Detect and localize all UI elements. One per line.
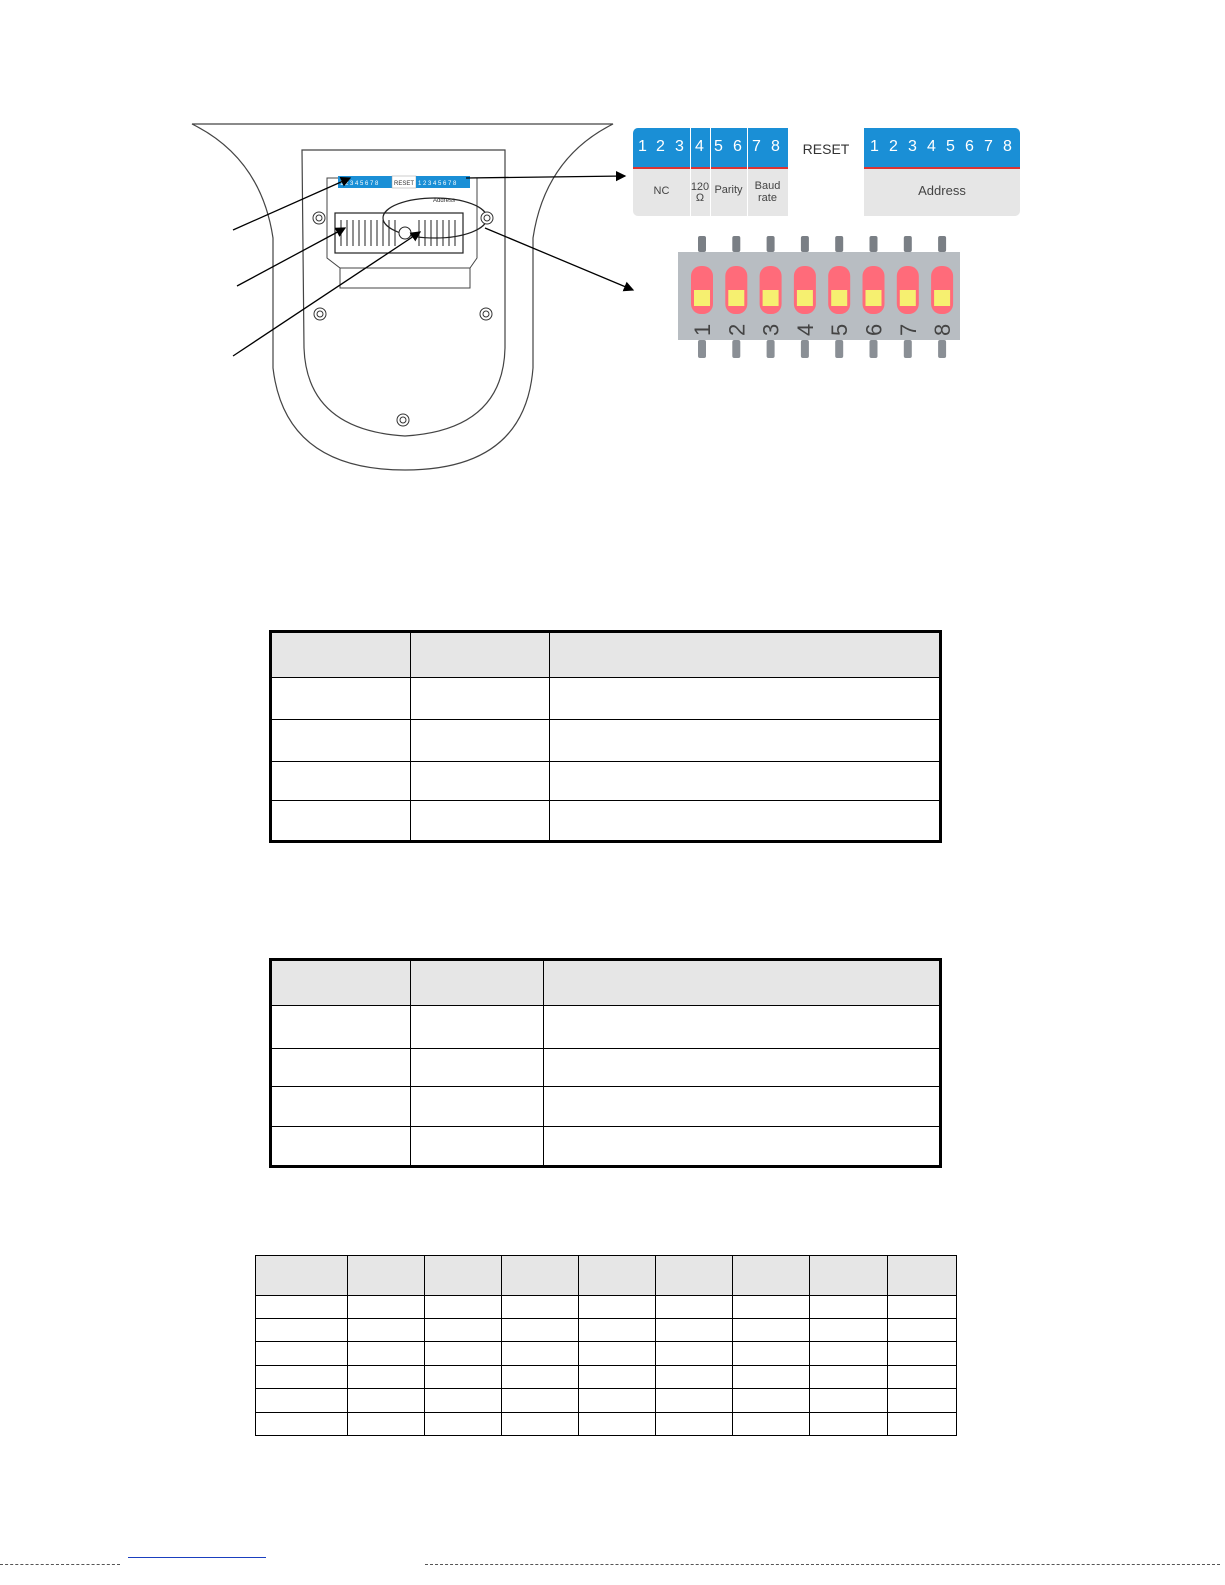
footer-rule bbox=[425, 1564, 1220, 1565]
table-row bbox=[271, 720, 941, 762]
table-row bbox=[271, 762, 941, 801]
table-row bbox=[256, 1342, 957, 1366]
small-address-label: Address bbox=[433, 198, 456, 204]
dip-pin-bottom bbox=[767, 340, 775, 358]
table-3-header-row bbox=[256, 1256, 957, 1296]
dip-knob-1 bbox=[694, 290, 710, 306]
switch-a-5: 5 bbox=[714, 138, 723, 155]
switch-a-3: 3 bbox=[675, 138, 684, 155]
dip-switch bbox=[678, 236, 960, 360]
address-8: 8 bbox=[1003, 138, 1012, 155]
switch-a-6: 6 bbox=[733, 138, 742, 155]
table-row bbox=[271, 801, 941, 842]
nc-label: NC bbox=[653, 185, 670, 197]
baud-label-top: Baud bbox=[754, 180, 781, 192]
dip-number-3: 3 bbox=[758, 323, 784, 336]
dip-pin-bottom bbox=[801, 340, 809, 358]
dip-pin-top bbox=[767, 236, 775, 252]
dip-switch-graphic bbox=[678, 236, 960, 360]
dip-pin-top bbox=[938, 236, 946, 252]
dip-pin-top bbox=[801, 236, 809, 252]
dip-number-6: 6 bbox=[861, 323, 887, 336]
ohm-label-bottom: Ω bbox=[695, 192, 705, 204]
switch-a-1: 1 bbox=[638, 138, 647, 155]
table-row bbox=[271, 1087, 941, 1127]
dip-knob-5 bbox=[831, 290, 847, 306]
dip-pin-top bbox=[904, 236, 912, 252]
address-6: 6 bbox=[965, 138, 974, 155]
address-7: 7 bbox=[984, 138, 993, 155]
dip-pin-bottom bbox=[732, 340, 740, 358]
dip-knob-3 bbox=[763, 290, 779, 306]
small-switch-digits-b: 1 2 3 4 5 6 7 8 bbox=[418, 181, 457, 187]
dip-pin-top bbox=[835, 236, 843, 252]
baud-label-bottom: rate bbox=[758, 192, 777, 204]
dip-pin-top bbox=[732, 236, 740, 252]
address-3: 3 bbox=[908, 138, 917, 155]
switch-a-8: 8 bbox=[771, 138, 780, 155]
dip-number-2: 2 bbox=[724, 323, 750, 336]
small-reset-label: RESET bbox=[394, 181, 415, 187]
switch-a-2: 2 bbox=[656, 138, 665, 155]
address-label: Address bbox=[918, 183, 966, 198]
dip-pin-bottom bbox=[938, 340, 946, 358]
switch-a-4: 4 bbox=[695, 138, 704, 155]
table-row bbox=[256, 1389, 957, 1413]
switch-a-7: 7 bbox=[752, 138, 761, 155]
dip-number-4: 4 bbox=[792, 323, 818, 336]
dip-pin-bottom bbox=[698, 340, 706, 358]
switch-label-panel bbox=[633, 128, 1020, 216]
table-1 bbox=[269, 630, 942, 843]
footer-rule-left bbox=[0, 1564, 120, 1565]
dip-number-5: 5 bbox=[827, 323, 853, 336]
dip-knob-8 bbox=[934, 290, 950, 306]
address-4: 4 bbox=[927, 138, 936, 155]
dip-number-8: 8 bbox=[930, 323, 956, 336]
dip-pin-bottom bbox=[835, 340, 843, 358]
dip-knob-2 bbox=[728, 290, 744, 306]
dip-knob-4 bbox=[797, 290, 813, 306]
reset-label: RESET bbox=[802, 141, 850, 157]
dip-pin-top bbox=[870, 236, 878, 252]
table-row bbox=[271, 1127, 941, 1167]
address-header bbox=[864, 128, 1020, 169]
table-row bbox=[271, 1049, 941, 1087]
table-row bbox=[271, 678, 941, 720]
dip-pin-top bbox=[698, 236, 706, 252]
dip-knob-6 bbox=[866, 290, 882, 306]
dip-pin-bottom bbox=[870, 340, 878, 358]
table-2-header-row bbox=[271, 960, 941, 1006]
footer-link-underline bbox=[128, 1557, 266, 1558]
table-row bbox=[256, 1319, 957, 1342]
table-2 bbox=[269, 958, 942, 1168]
dip-pin-bottom bbox=[904, 340, 912, 358]
table-row bbox=[256, 1413, 957, 1436]
address-2: 2 bbox=[889, 138, 898, 155]
dip-knob-7 bbox=[900, 290, 916, 306]
dip-number-1: 1 bbox=[690, 323, 715, 336]
address-5: 5 bbox=[946, 138, 955, 155]
parity-label: Parity bbox=[714, 184, 743, 196]
table-1-header-row bbox=[271, 632, 941, 678]
table-3 bbox=[255, 1255, 957, 1436]
ohm-label-top: 120 bbox=[690, 181, 710, 193]
pointer-arrows bbox=[0, 0, 1225, 500]
small-switch-digits-a: 1 2 3 4 5 6 7 8 bbox=[340, 181, 379, 187]
table-row bbox=[256, 1296, 957, 1319]
address-1: 1 bbox=[870, 138, 879, 155]
table-row bbox=[256, 1366, 957, 1389]
dip-number-7: 7 bbox=[895, 323, 921, 336]
table-row bbox=[271, 1006, 941, 1049]
